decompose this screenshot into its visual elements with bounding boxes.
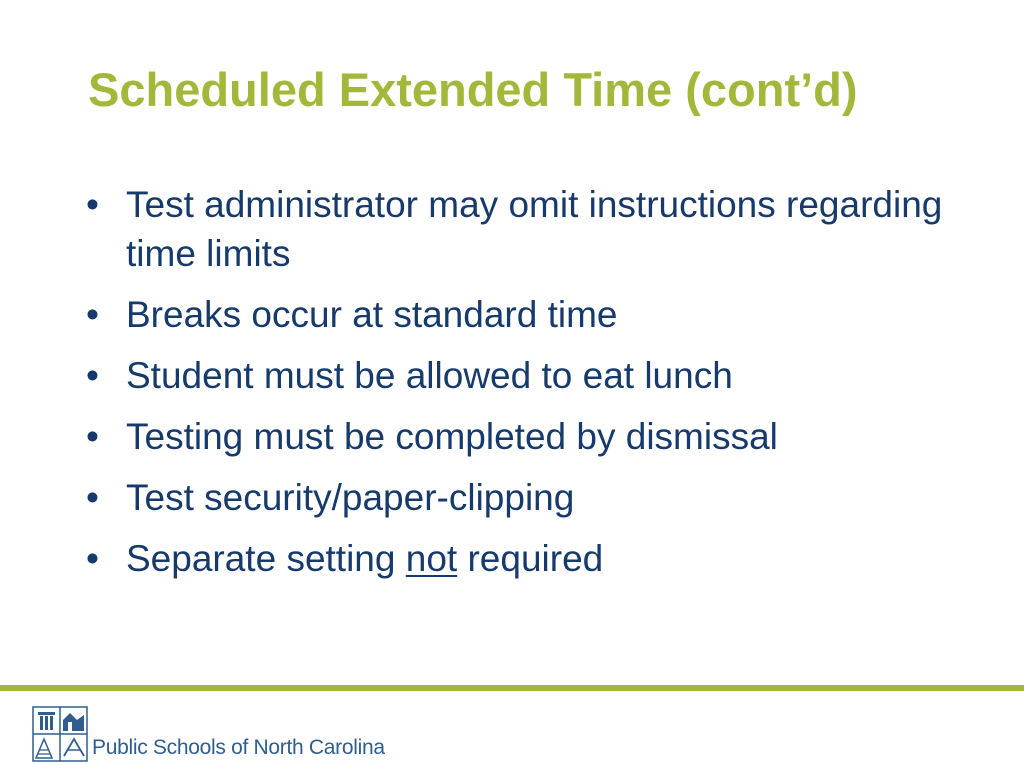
bullet-icon: •: [86, 184, 99, 225]
bullet-icon: •: [86, 477, 99, 518]
bullet-icon: •: [86, 538, 99, 579]
bullet-text: Student must be allowed to eat lunch: [126, 355, 733, 396]
bullet-icon: •: [86, 416, 99, 457]
bullet-text-emphasis: not: [405, 538, 458, 579]
footer-divider: [0, 685, 1024, 691]
bullet-item: [86, 290, 946, 339]
bullet-item: [86, 180, 946, 278]
bullet-item: [86, 412, 946, 461]
bullet-text: Test security/paper-clipping: [126, 477, 575, 518]
bullet-list: [86, 180, 946, 595]
bullet-text: Breaks occur at standard time: [126, 294, 618, 335]
bullet-text: [126, 538, 603, 579]
bullet-item: [86, 473, 946, 522]
bullet-text-pre: Separate setting: [126, 538, 406, 579]
bullet-item: [86, 534, 946, 583]
organization-name: Public Schools of North Carolina: [92, 736, 385, 759]
slide-title: Scheduled Extended Time (cont’d): [88, 63, 858, 116]
bullet-icon: •: [86, 355, 99, 396]
bullet-item: [86, 351, 946, 400]
bullet-text: Testing must be completed by dismissal: [126, 416, 778, 457]
bullet-icon: •: [86, 294, 99, 335]
bullet-text-post: required: [457, 538, 604, 579]
nc-public-schools-logo-icon: [32, 706, 88, 762]
footer: [32, 702, 385, 762]
bullet-text: Test administrator may omit instructions regarding time limits: [126, 184, 943, 274]
